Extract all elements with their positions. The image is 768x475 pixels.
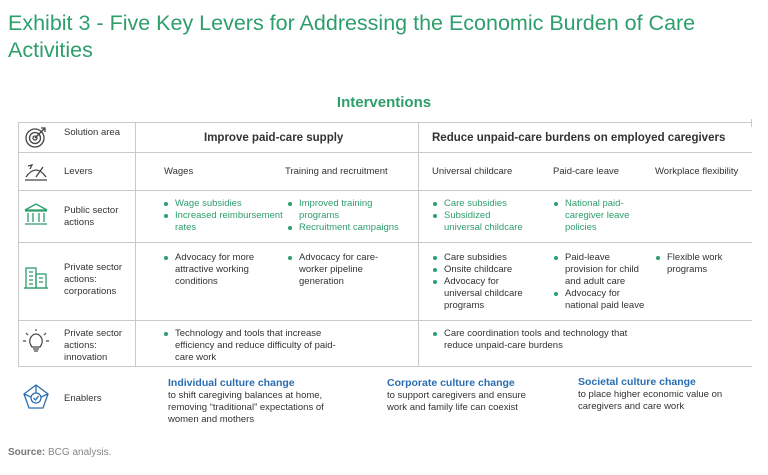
government-building-icon — [22, 201, 50, 229]
lever-workplace-flexibility: Workplace flexibility — [655, 166, 739, 177]
public-training-cell — [287, 198, 415, 234]
list-item: National paid-caregiver leave policies — [553, 198, 641, 234]
corp-flexibility-cell — [655, 252, 750, 276]
page-title: Exhibit 3 - Five Key Levers for Addressing the Economic Burden of Care Activities — [8, 11, 696, 62]
list-item: Care subsidies — [432, 198, 542, 210]
innovation-supply-cell — [163, 328, 353, 364]
solution-area-paid-care: Improve paid-care supply — [204, 132, 344, 144]
divider — [418, 122, 419, 366]
divider — [18, 366, 752, 367]
list-item: Advocacy for care-worker pipeline generation — [287, 252, 399, 288]
office-building-icon — [22, 264, 50, 292]
source-label: Source: — [8, 447, 46, 458]
interventions-header: Interventions — [336, 94, 432, 111]
enabler-heading: Societal culture change — [578, 376, 696, 388]
divider — [751, 119, 752, 127]
public-leave-cell — [553, 198, 653, 234]
lever-universal-childcare: Universal childcare — [432, 166, 513, 177]
lever-training-recruitment: Training and recruitment — [285, 166, 388, 177]
list-item: Onsite childcare — [432, 264, 544, 276]
list-item: Wage subsidies — [163, 198, 283, 210]
list-item: Flexible work programs — [655, 252, 735, 276]
row-label-enablers: Enablers — [64, 393, 102, 404]
enabler-heading: Corporate culture change — [387, 377, 515, 389]
list-item: Improved training programs — [287, 198, 385, 222]
lightbulb-icon — [22, 328, 50, 356]
innovation-unpaid-cell — [432, 328, 632, 352]
source-note — [8, 447, 111, 458]
enabler-societal — [578, 376, 728, 413]
enabler-heading: Individual culture change — [168, 377, 295, 389]
enabler-description: to support caregivers and ensure work and family life can coexist — [387, 390, 526, 413]
list-item: Subsidized universal childcare — [432, 210, 528, 234]
divider — [18, 190, 752, 191]
corp-childcare-cell — [432, 252, 544, 312]
row-label-solution-area: Solution area — [64, 127, 120, 138]
list-item: Care subsidies — [432, 252, 544, 264]
solution-area-unpaid-care: Reduce unpaid-care burdens on employed caregivers — [432, 132, 726, 144]
list-item: Advocacy for more attractive working conditions — [163, 252, 267, 288]
row-label-innovation: Private sector actions: innovation — [64, 328, 123, 363]
list-item: Increased reimbursement rates — [163, 210, 283, 234]
lever-wages: Wages — [164, 166, 194, 177]
divider — [18, 122, 19, 366]
enabler-description: to shift caregiving balances at home, removing “traditional” expectations of women and mothers — [168, 390, 324, 425]
target-icon — [22, 123, 50, 151]
public-childcare-cell — [432, 198, 542, 234]
list-item: Advocacy for universal childcare programs — [432, 276, 532, 312]
list-item: Paid-leave provision for child and adult care — [553, 252, 649, 288]
pentagon-check-icon — [22, 383, 50, 411]
divider — [18, 122, 752, 123]
row-label-public-sector: Public sector actions — [64, 205, 119, 228]
enabler-individual — [168, 377, 346, 426]
lever-paid-care-leave: Paid-care leave — [553, 166, 620, 177]
enabler-corporate — [387, 377, 527, 414]
list-item: Advocacy for national paid leave — [553, 288, 653, 312]
row-label-corporations: Private sector actions: corporations — [64, 262, 123, 297]
divider — [18, 320, 752, 321]
enabler-description: to place higher economic value on caregivers and care work — [578, 389, 723, 412]
corp-training-cell — [287, 252, 409, 288]
source-text: BCG analysis. — [48, 447, 112, 458]
lever-icon — [22, 157, 50, 185]
corp-leave-cell — [553, 252, 653, 312]
divider — [18, 242, 752, 243]
divider — [18, 152, 752, 153]
public-wages-cell — [163, 198, 283, 234]
list-item: Recruitment campaigns — [287, 222, 415, 234]
corp-wages-cell — [163, 252, 281, 288]
row-label-levers: Levers — [64, 166, 93, 177]
list-item: Care coordination tools and technology that reduce unpaid-care burdens — [432, 328, 632, 352]
list-item: Technology and tools that increase efficiency and reduce difficulty of paid-care work — [163, 328, 353, 364]
